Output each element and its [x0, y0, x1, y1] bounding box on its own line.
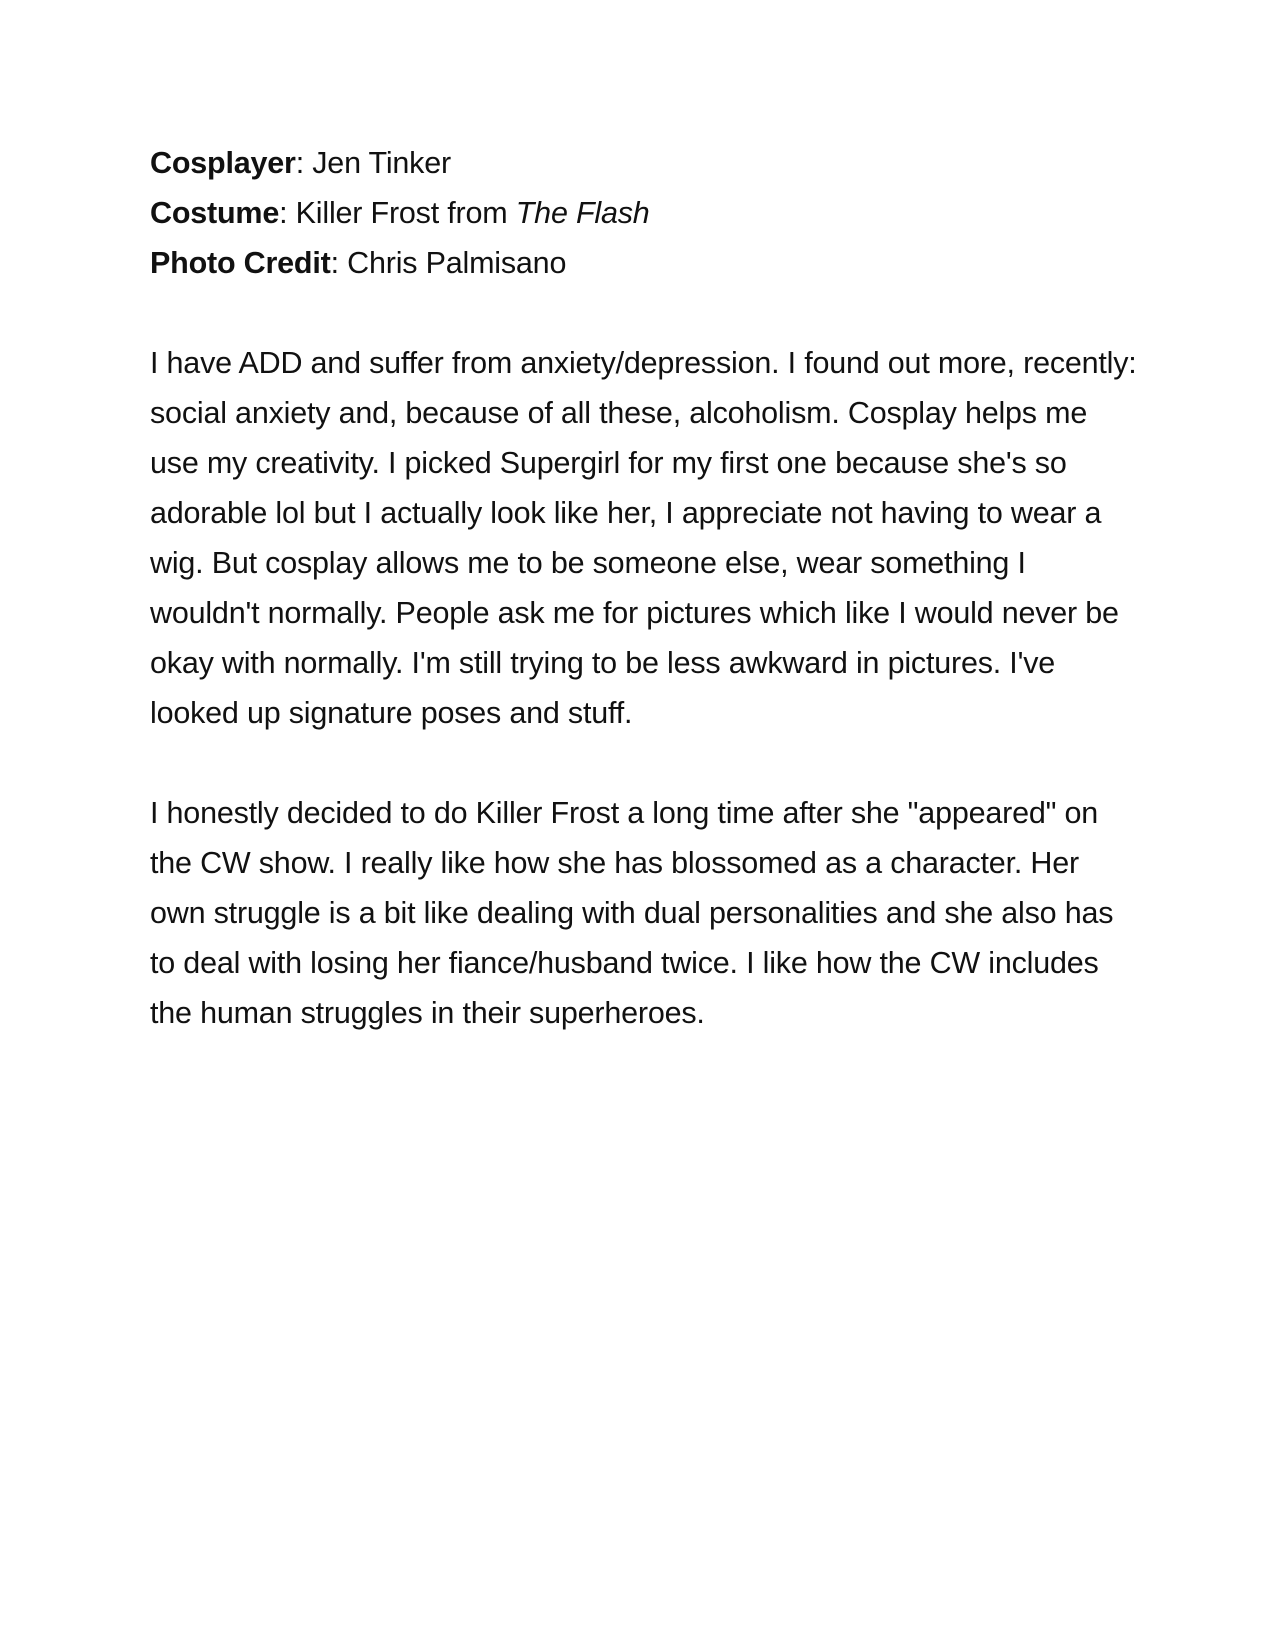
cosplayer-label: Cosplayer — [150, 146, 296, 180]
photo-credit-value: Chris Palmisano — [347, 246, 567, 280]
cosplayer-value: Jen Tinker — [312, 146, 451, 180]
costume-separator: : — [279, 196, 296, 230]
costume-value: Killer Frost from — [295, 196, 516, 230]
photo-credit-line — [150, 238, 1140, 288]
photo-credit-label: Photo Credit — [150, 246, 331, 280]
photo-credit-separator: : — [330, 246, 348, 280]
document-page — [150, 138, 1140, 1088]
cosplayer-separator: : — [295, 146, 313, 180]
costume-show-title: The Flash — [515, 196, 650, 230]
credits-block — [150, 138, 1140, 288]
cosplayer-line — [150, 138, 1140, 188]
costume-label: Costume — [150, 196, 280, 230]
costume-line — [150, 188, 1140, 238]
body-paragraph-1: I have ADD and suffer from anxiety/depression. I found out more, recently: social anxiety and, because of all these, alcoholism. Cosplay helps me use my creativity. I picked Supergirl for my first one because she's so adorable lol but I actually look like her, I appreciate not having to wear a wig. But cosplay allows me to be someone else, wear something I wouldn't normally. People ask me for pictures which like I would never be okay with normally. I'm still trying to be less awkward in pictures. I've looked up signature poses and stuff. — [150, 346, 1137, 730]
body-paragraph-2: I honestly decided to do Killer Frost a long time after she "appeared" on the CW show. I really like how she has blossomed as a character. Her own struggle is a bit like dealing with dual personalities and she also has to deal with losing her fiance/husband twice. I like how the CW includes the human struggles in their superheroes. — [150, 796, 1114, 1030]
